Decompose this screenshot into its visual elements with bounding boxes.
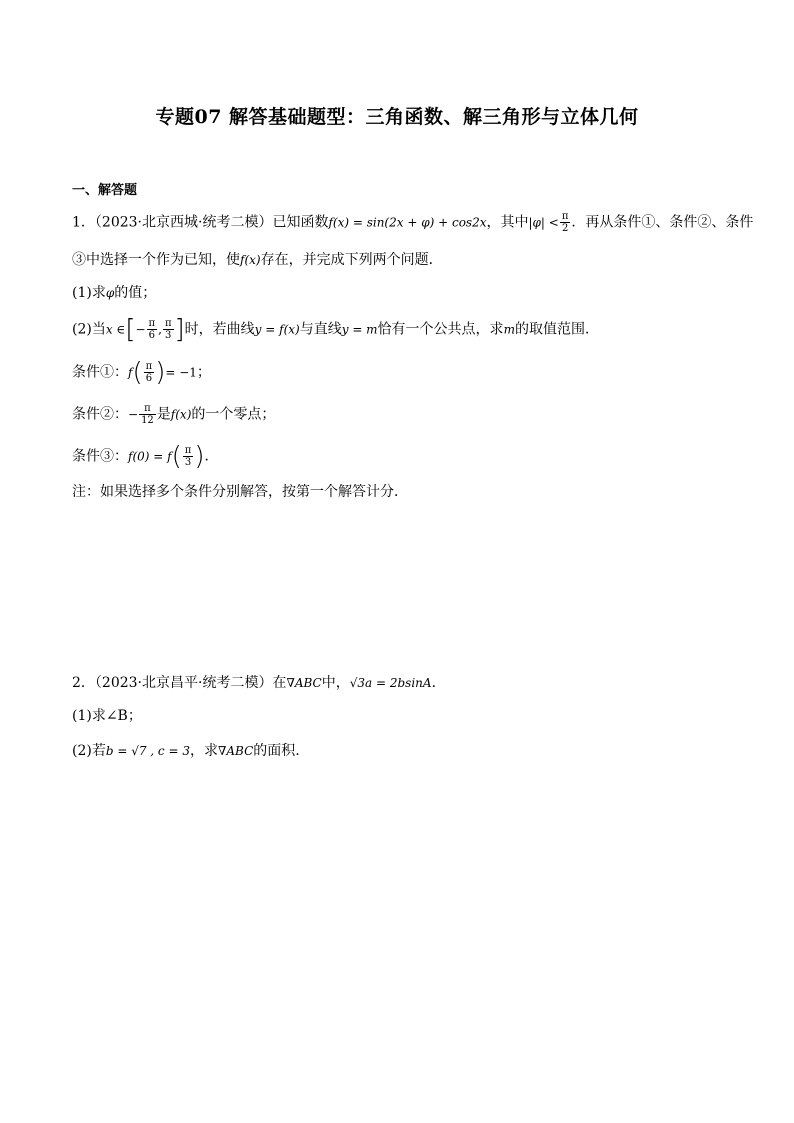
denominator: 3 [165, 330, 172, 341]
condition-text: 的一个零点； [191, 406, 276, 423]
minus-sign: − [135, 322, 146, 337]
condition-label: 条件①： [72, 364, 128, 381]
q2-part2-text: ，求 [189, 743, 218, 759]
condition-value: = −1 [165, 365, 197, 380]
numerator: π [561, 211, 569, 222]
q1-line1 [72, 211, 753, 234]
q1-text: 已知函数 [272, 214, 329, 231]
pi-over-6-fraction [147, 318, 158, 341]
condition-text: 是 [156, 406, 171, 423]
q2-text: 在 [272, 675, 287, 691]
q2-equation: √3a = 2bsinA [349, 676, 432, 690]
right-paren: ) [194, 441, 205, 472]
q1-source: （2023·北京西城·统考二模） [94, 214, 273, 231]
denominator: 3 [184, 457, 192, 468]
q2-text: 中， [321, 675, 350, 691]
line-eq: y = m [341, 322, 378, 337]
punct: ． [431, 675, 446, 691]
f-of-x: f(x) [170, 407, 192, 422]
q2-part2-text: (2)若 [72, 743, 106, 759]
right-bracket: ] [174, 314, 185, 345]
q1-text: ，其中 [486, 214, 529, 231]
left-bracket: [ [125, 314, 136, 345]
m-var: m [503, 322, 515, 337]
denominator: 12 [141, 415, 154, 426]
pi-over-3-fraction [163, 318, 174, 341]
page-title: 专题07 解答基础题型：三角函数、解三角形与立体几何 [155, 106, 639, 128]
minus-sign: − [128, 407, 139, 422]
condition-1 [72, 357, 211, 388]
triangle-abc: ∇ABC [286, 676, 322, 690]
q2-line1 [72, 673, 446, 693]
q2-part2-text: 的面积. [253, 743, 300, 759]
q2-source: （2023·北京昌平·统考二模） [94, 675, 273, 691]
numerator: π [139, 403, 156, 415]
q1-text: ．再从条件①、条件②、条件 [571, 214, 754, 231]
q1-part1 [72, 283, 156, 303]
punct: ； [196, 364, 211, 381]
numerator: π [148, 318, 156, 329]
left-paren: ( [171, 441, 182, 472]
q1-part2 [72, 314, 599, 345]
condition-expr: f(0) = f [128, 449, 172, 464]
numerator: π [184, 445, 192, 456]
punct: ． [204, 448, 219, 465]
comma: , [158, 322, 162, 337]
pi-over-2-fraction [560, 211, 571, 234]
q2-part2 [72, 741, 300, 761]
denominator: 6 [148, 330, 155, 341]
q2-condition: b = √7 , c = 3 [105, 744, 190, 758]
q1-number: 1． [72, 214, 95, 231]
denominator: 6 [145, 373, 153, 384]
q1-part1-text: (1)求 [72, 285, 106, 301]
q1-part2-text: 恰有一个公共点，求 [377, 321, 504, 338]
q1-text: ③中选择一个作为已知，使 [72, 252, 240, 268]
q1-x-in: x ∈ [105, 322, 126, 337]
right-paren: ) [155, 357, 166, 388]
numerator: π [145, 361, 153, 372]
pi-over-3-fraction [183, 445, 194, 468]
q1-phi: φ [105, 286, 115, 300]
q1-part2-text: 的取值范围． [514, 321, 599, 338]
denominator: 2 [561, 223, 569, 234]
q1-text: 存在，并完成下列两个问题． [260, 252, 443, 268]
left-paren: ( [132, 357, 143, 388]
numerator: π [164, 318, 172, 329]
triangle-abc: ∇ABC [217, 744, 254, 758]
q1-function: f(x) = sin(2x + φ) + cos2x [328, 215, 487, 230]
curve-eq: y = f(x) [254, 322, 300, 337]
q1-fx: f(x) [240, 253, 261, 267]
q2-number: 2． [72, 675, 95, 691]
q1-part2-text: 与直线 [299, 321, 342, 338]
f-symbol: f [128, 365, 133, 380]
section-heading: 一、解答题 [72, 183, 138, 198]
pi-over-12-fraction [139, 403, 156, 426]
q1-part2-text: (2)当 [72, 321, 106, 338]
q1-line2 [72, 250, 443, 270]
q1-part2-text: 时，若曲线 [184, 321, 255, 338]
condition-label: 条件③： [72, 448, 128, 465]
q1-part1-text: 的值； [114, 285, 157, 301]
condition-2 [72, 403, 275, 426]
condition-3 [72, 441, 219, 472]
q2-part1: (1)求∠B； [72, 708, 142, 724]
condition-label: 条件②： [72, 406, 128, 423]
q1-note: 注：如果选择多个条件分别解答，按第一个解答计分． [72, 484, 408, 500]
q1-phi-abs: |φ| < [528, 215, 559, 230]
pi-over-6-fraction [144, 361, 155, 384]
